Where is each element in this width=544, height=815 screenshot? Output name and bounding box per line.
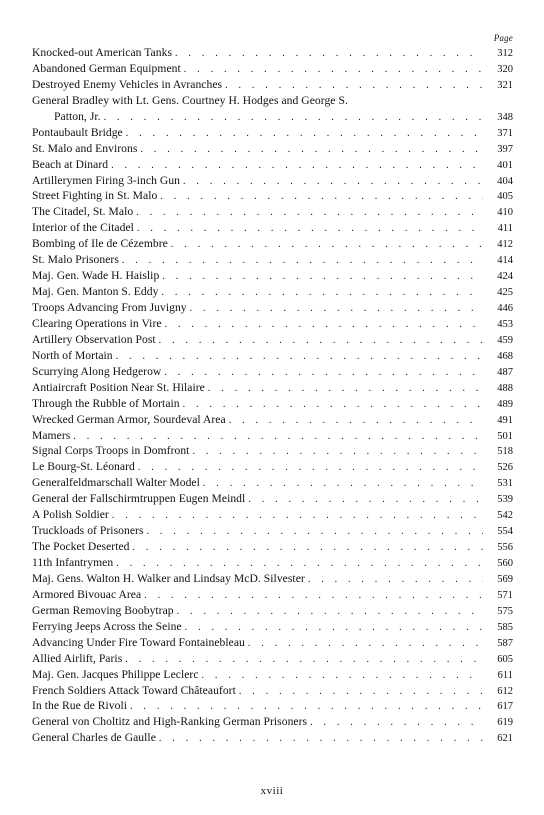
dot-leader — [104, 110, 483, 126]
list-item — [32, 507, 513, 523]
entry-page-number: 371 — [497, 127, 513, 139]
entry-title: A Polish Soldier — [32, 508, 109, 522]
dot-leader — [171, 237, 483, 253]
entry-page-number: 401 — [497, 159, 513, 171]
entry-page-number: 321 — [497, 79, 513, 91]
entry-title: General von Choltitz and High-Ranking German Prisoners — [32, 715, 308, 729]
dot-leader — [208, 381, 483, 397]
entry-page-number: 491 — [497, 414, 513, 426]
entry-page-number: 587 — [497, 637, 513, 649]
dot-leader — [203, 476, 483, 492]
entry-title: Beach at Dinard — [32, 157, 109, 171]
dot-leader — [164, 365, 483, 381]
list-item — [32, 587, 513, 603]
entry-page-number: 405 — [497, 191, 513, 203]
list-item — [32, 364, 513, 380]
entry-page-number: 542 — [497, 510, 513, 522]
entry-page-number: 539 — [497, 494, 513, 506]
entry-page-number: 518 — [497, 446, 513, 458]
entry-title: German Removing Boobytrap — [32, 603, 174, 617]
dot-leader — [126, 126, 483, 142]
entry-title: In the Rue de Rivoli — [32, 699, 128, 713]
entry-title: Generalfeldmarschall Walter Model — [32, 476, 200, 490]
entry-page-number: 612 — [497, 685, 513, 697]
list-item — [32, 45, 513, 61]
entry-page-number: 554 — [497, 526, 513, 538]
entry-page-number: 571 — [497, 589, 513, 601]
list-item — [32, 443, 513, 459]
dot-leader — [137, 221, 483, 237]
dot-leader — [248, 492, 483, 508]
dot-leader — [183, 397, 483, 413]
dot-leader — [136, 205, 483, 221]
entry-page-number: 453 — [497, 318, 513, 330]
dot-leader — [116, 349, 483, 365]
entry-title: 11th Infantrymen — [32, 556, 114, 569]
entry-title: General Charles de Gaulle — [32, 731, 156, 745]
entry-page-number: 621 — [497, 733, 513, 745]
entry-page-number: 556 — [497, 542, 513, 554]
list-item — [32, 173, 513, 189]
entry-page-number: 404 — [497, 175, 513, 187]
entry-title: Le Bourg-St. Léonard — [32, 460, 135, 474]
entry-title: Truckloads of Prisoners — [32, 524, 144, 538]
list-item — [32, 555, 513, 571]
list-item — [32, 539, 513, 555]
entry-title: Maj. Gens. Walton H. Walker and Lindsay McD. Silvester — [32, 571, 305, 585]
list-item — [32, 635, 513, 651]
entry-title: St. Malo Prisoners — [32, 253, 119, 267]
dot-leader — [111, 158, 483, 174]
list-item — [32, 61, 513, 77]
list-item — [32, 491, 513, 507]
entry-title: Ferrying Jeeps Across the Seine — [32, 619, 182, 633]
list-item — [32, 252, 513, 268]
dot-leader — [202, 668, 483, 684]
entry-page-number: 348 — [497, 111, 513, 123]
list-item — [32, 619, 513, 635]
entry-page-number: 397 — [497, 143, 513, 155]
dot-leader — [140, 142, 483, 158]
dot-leader — [73, 429, 483, 445]
dot-leader — [125, 652, 483, 668]
list-item — [32, 236, 513, 252]
entry-page-number: 617 — [497, 701, 513, 713]
entry-page-number: 459 — [497, 334, 513, 346]
list-item — [32, 141, 513, 157]
dot-leader — [239, 684, 483, 700]
dot-leader — [133, 540, 483, 556]
entry-title: Artillerymen Firing 3-inch Gun — [32, 173, 181, 187]
entry-title: General Bradley with Lt. Gens. Courtney H. Hodges and George S. — [32, 93, 348, 107]
entry-title: Troops Advancing From Juvigny — [32, 301, 187, 314]
dot-leader — [159, 333, 483, 349]
entry-page-number: 446 — [497, 303, 513, 314]
entry-title: The Citadel, St. Malo — [32, 205, 134, 219]
list-item — [32, 571, 513, 587]
list-item — [32, 475, 513, 491]
entry-title: Clearing Operations in Vire — [32, 316, 162, 330]
entry-page-number: 468 — [497, 350, 513, 362]
entry-page-number: 489 — [497, 398, 513, 410]
list-item — [32, 603, 513, 619]
entry-page-number: 312 — [497, 48, 513, 59]
dot-leader — [159, 731, 483, 747]
dot-leader — [138, 460, 483, 476]
entry-title: Allied Airlift, Paris — [32, 651, 123, 665]
list-item — [32, 730, 513, 746]
entry-page-number: 585 — [497, 621, 513, 633]
entry-page-number: 410 — [497, 207, 513, 219]
entry-page-number: 424 — [497, 271, 513, 283]
entry-title: Destroyed Enemy Vehicles in Avranches — [32, 77, 223, 91]
entry-page-number: 611 — [497, 669, 513, 681]
entry-title: North of Mortain — [32, 348, 113, 362]
dot-leader — [248, 636, 483, 652]
entry-page-number: 488 — [497, 382, 513, 394]
dot-leader — [112, 508, 483, 524]
entry-title: Abandoned German Equipment — [32, 61, 181, 75]
entry-page-number: 605 — [497, 653, 513, 665]
list-item — [32, 204, 513, 220]
illustrations-list — [32, 45, 513, 746]
entry-page-number: 414 — [497, 255, 513, 267]
entry-title: Maj. Gen. Wade H. Haislip — [32, 269, 160, 283]
list-item — [32, 125, 513, 141]
list-item — [32, 396, 513, 412]
entry-title: French Soldiers Attack Toward Châteaufort — [32, 683, 236, 697]
entry-title: Maj. Gen. Manton S. Eddy — [32, 285, 159, 299]
entry-page-number: 487 — [497, 366, 513, 378]
list-item — [32, 316, 513, 332]
list-item — [32, 348, 513, 364]
dot-leader — [192, 444, 483, 460]
entry-title: General der Fallschirmtruppen Eugen Meindl — [32, 492, 246, 506]
entry-title: Interior of the Citadel — [32, 221, 134, 235]
dot-leader — [116, 556, 483, 572]
list-item — [32, 220, 513, 236]
list-item — [32, 412, 513, 428]
entry-title: Knocked-out American Tanks — [32, 46, 173, 59]
list-item — [32, 157, 513, 173]
entry-title: Pontaubault Bridge — [32, 125, 123, 139]
entry-title: Scurrying Along Hedgerow — [32, 364, 162, 378]
list-item — [32, 93, 513, 109]
entry-page-number: 560 — [497, 558, 513, 569]
dot-leader — [160, 189, 483, 205]
dot-leader — [162, 269, 483, 285]
dot-leader — [161, 285, 483, 301]
dot-leader — [175, 46, 483, 62]
dot-leader — [225, 78, 483, 94]
dot-leader — [185, 620, 483, 636]
dot-leader — [122, 253, 483, 269]
list-item — [32, 714, 513, 730]
list-item — [32, 459, 513, 475]
entry-page-number: 531 — [497, 478, 513, 490]
list-item — [32, 284, 513, 300]
dot-leader — [308, 572, 483, 588]
entry-title: Advancing Under Fire Toward Fontainebleau — [32, 635, 245, 649]
entry-title: Bombing of Ile de Cézembre — [32, 237, 168, 251]
entry-title: Maj. Gen. Jacques Philippe Leclerc — [32, 667, 199, 681]
entry-title: Artillery Observation Post — [32, 332, 156, 346]
entry-title: Street Fighting in St. Malo — [32, 189, 158, 203]
page-column-header: Page — [493, 33, 513, 43]
entry-page-number: 320 — [497, 63, 513, 75]
entry-title: Wrecked German Armor, Sourdeval Area — [32, 412, 226, 426]
list-item — [32, 667, 513, 683]
list-item-continuation — [32, 109, 513, 125]
list-item — [32, 428, 513, 444]
entry-title-continuation: Patton, Jr. — [54, 109, 101, 123]
entry-page-number: 575 — [497, 605, 513, 617]
entry-title: Through the Rubble of Mortain — [32, 396, 180, 410]
dot-leader — [183, 174, 483, 190]
list-item — [32, 683, 513, 699]
dot-leader — [177, 604, 483, 620]
dot-leader — [144, 588, 483, 604]
list-item — [32, 268, 513, 284]
entry-title: Antiaircraft Position Near St. Hilaire — [32, 380, 205, 394]
dot-leader — [310, 715, 483, 731]
entry-title: St. Malo and Environs — [32, 141, 138, 155]
dot-leader — [184, 62, 483, 78]
entry-page-number: 526 — [497, 462, 513, 474]
dot-leader — [147, 524, 483, 540]
dot-leader — [165, 317, 483, 333]
list-item — [32, 188, 513, 204]
list-item — [32, 380, 513, 396]
entry-page-number: 411 — [497, 223, 513, 235]
list-item — [32, 300, 513, 316]
dot-leader — [229, 413, 483, 429]
entry-page-number: 501 — [497, 430, 513, 442]
entry-title: Signal Corps Troops in Domfront — [32, 444, 190, 458]
entry-title: Mamers — [32, 428, 71, 442]
dot-leader — [190, 301, 483, 317]
entry-page-number: 619 — [497, 717, 513, 729]
list-item — [32, 77, 513, 93]
list-item — [32, 523, 513, 539]
entry-page-number: 412 — [497, 239, 513, 251]
entry-title: The Pocket Deserted — [32, 540, 130, 554]
list-item — [32, 651, 513, 667]
page-number: xviii — [260, 785, 284, 797]
entry-title: Armored Bivouac Area — [32, 587, 142, 601]
dot-leader — [130, 699, 483, 715]
entry-page-number: 569 — [497, 573, 513, 585]
entry-page-number: 425 — [497, 287, 513, 299]
list-item — [32, 698, 513, 714]
list-item — [32, 332, 513, 348]
